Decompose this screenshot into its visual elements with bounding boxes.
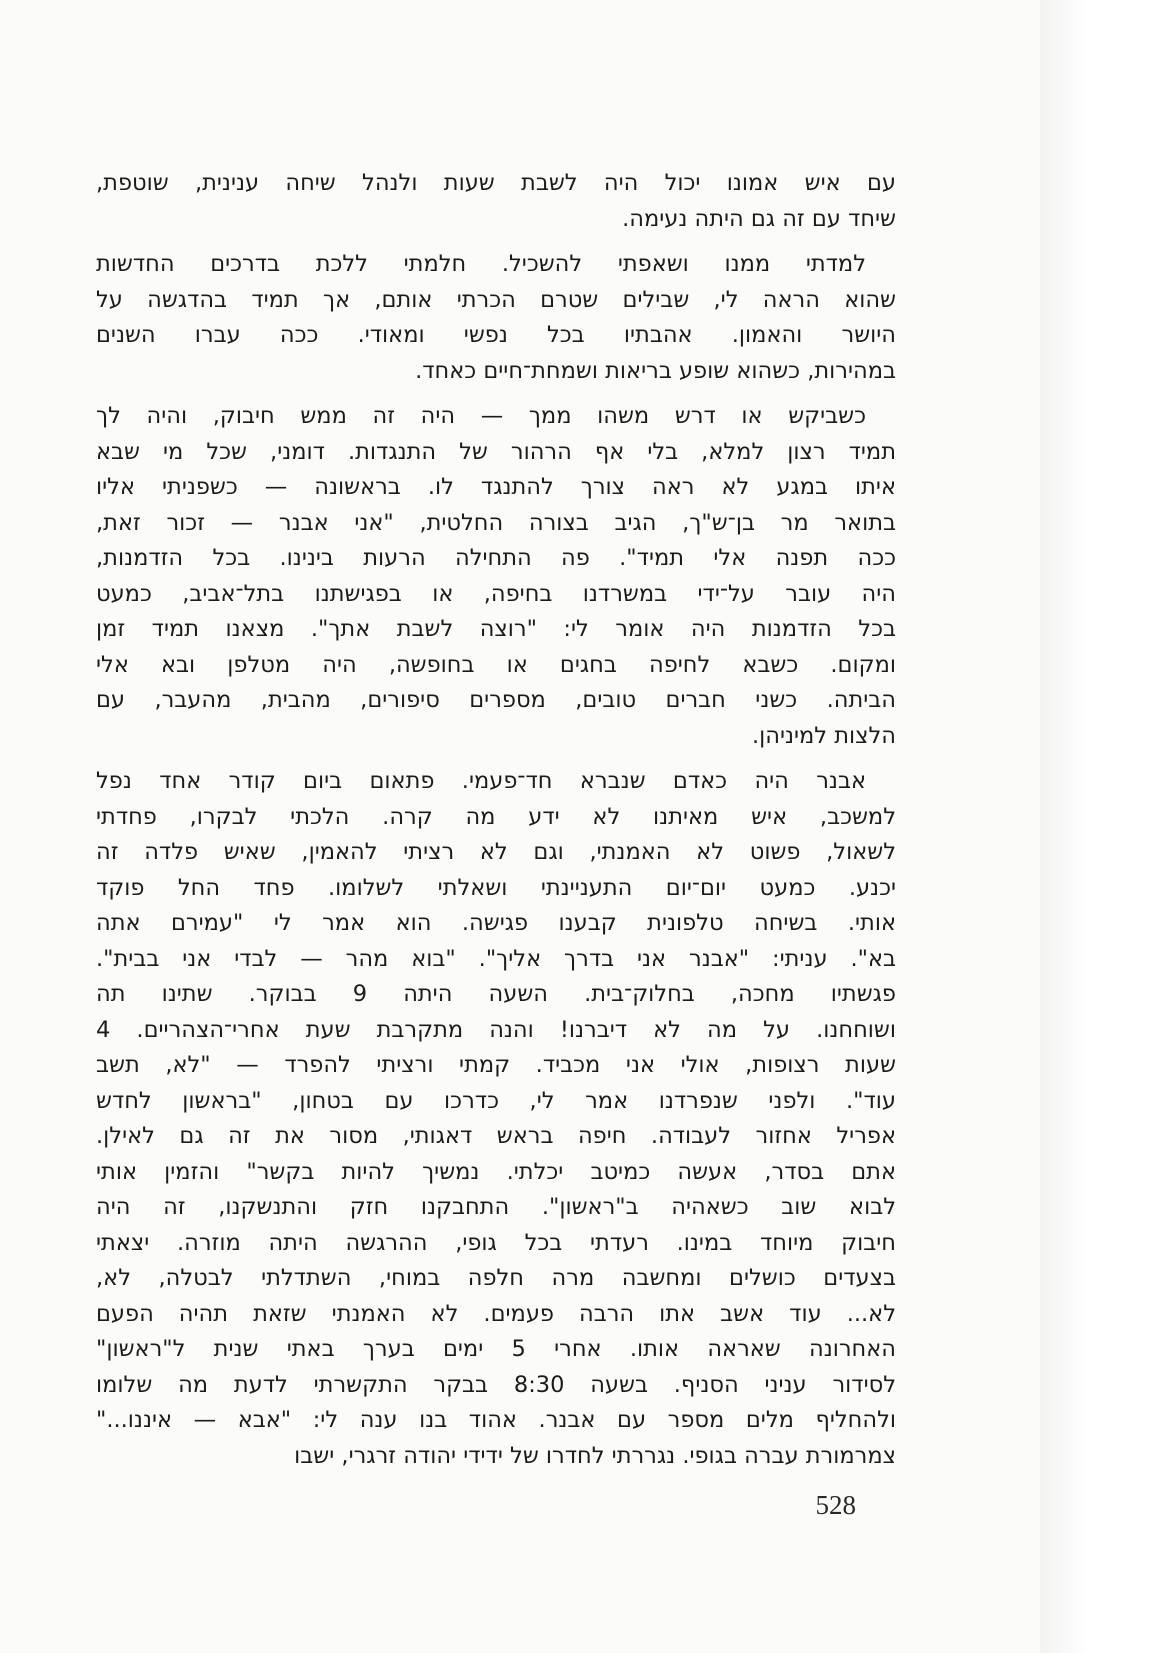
text-line: אתם בסדר, אעשה כמיטב יכלתי. נמשיך להיות בקשר" והזמין אותי [96,1158,896,1185]
text-line: במהירות, כשהוא שופע בריאות ושמחת־חיים כאחד. [415,357,896,384]
text-line: עוד". ולפני שנפרדנו אמר לי, כדרכו עם בטחון, "בראשון לחדש [96,1087,896,1114]
paragraph-gap [96,389,896,399]
text-line: ככה תפנה אלי תמיד". פה התחילה הרעות בינינו. בכל הזדמנות, [96,545,896,571]
paragraph [96,764,896,1474]
text-line: איתו במגע לא ראה צורך להתנגד לו. בראשונה — כשפניתי אליו [96,474,896,500]
body-text [96,166,896,1474]
text-line: אפריל אחזור לעבודה. חיפה בראש דאגותי, מסור את זה גם לאילן. [96,1123,896,1149]
text-line: לסידור עניני הסניף. בשעה 8:30 בבקר התקשרתי לדעת מה שלומו [96,1371,896,1398]
text-line: כשביקש או דרש משהו ממך — היה זה ממש חיבוק, והיה לך [96,403,866,429]
scan-margin [1040,0,1165,1653]
text-line: חיבוק מיוחד במינו. רעדתי בכל גופי, ההרגשה היתה מוזרה. יצאתי [96,1229,896,1256]
text-line: ולהחליף מלים מספר עם אבנר. אהוד בנו ענה לי: "אבא — איננו..." [96,1407,896,1433]
text-line: היה עובר על־ידי במשרדנו בחיפה, או בפגישתנו בתל־אביב, כמעט [96,580,896,607]
text-line: תמיד רצון למלא, בלי אף הרהור של התנגדות. דומני, שכל מי שבא [96,438,896,465]
text-line: עם איש אמונו יכול היה לשבת שעות ולנהל שיחה ענינית, שוטפת, [96,170,896,196]
text-line: האחרונה שאראה אותו. אחרי 5 ימים בערך באתי שנית ל"ראשון" [96,1336,896,1362]
text-line: אותי. בשיחה טלפונית קבענו פגישה. הוא אמר לי "עמירם אתה [96,910,896,936]
text-line: ושוחחנו. על מה לא דיברנו! והנה מתקרבת שעת אחרי־הצהריים. 4 [96,1016,896,1043]
text-line: היושר והאמון. אהבתיו בכל נפשי ומאודי. ככה עברו השנים [96,322,896,348]
text-line: ומקום. כשבא לחיפה בחגים או בחופשה, היה מטלפן ובא אלי [96,651,896,678]
paragraph-gap [96,754,896,764]
text-line: שעות רצופות, אולי אני מכביד. קמתי ורציתי להפרד — "לא, תשב [96,1052,896,1078]
text-line: למשכב, איש מאיתנו לא ידע מה קרה. הלכתי לבקרו, פחדתי [96,803,896,830]
text-line: יכנע. כמעט יום־יום התעניינתי ושאלתי לשלומו. פחד החל פוקד [96,874,896,901]
paragraph [96,247,896,389]
paragraph-gap [96,237,896,247]
text-line: לשאול, פשוט לא האמנתי, וגם לא רציתי להאמין, שאיש פלדה זה [96,839,896,865]
text-line: פגשתיו מחכה, בחלוק־בית. השעה היתה 9 בבוקר. שתינו תה [96,981,896,1007]
paragraph [96,399,896,754]
text-line: אבנר היה כאדם שנברא חד־פעמי. פתאום ביום קודר אחד נפל [96,768,866,794]
text-line: בכל הזדמנות היה אומר לי: "רוצה לשבת אתך". מצאנו תמיד זמן [96,616,896,642]
text-line: בצעדים כושלים ומחשבה מרה חלפה במוחי, השתדלתי לבטלה, לא, [96,1265,896,1291]
paragraph [96,166,896,237]
text-line: צמרמורת עברה בגופי. נגררתי לחדרו של ידידי יהודה זרגרי, ישבו [294,1442,896,1469]
text-line: בתואר מר בן־ש"ך, הגיב בצורה החלטית, "אני אבנר — זכור זאת, [96,509,896,536]
text-line: שהוא הראה לי, שבילים שטרם הכרתי אותם, אך תמיד בהדגשה על [96,286,896,313]
page-number: 528 [815,1490,856,1520]
text-line: הביתה. כשני חברים טובים, מספרים סיפורים, מהבית, מהעבר, עם [96,687,896,713]
text-line: שיחד עם זה גם היתה נעימה. [622,205,896,232]
text-line: לא... עוד אשב אתו הרבה פעמים. לא האמנתי שזאת תהיה הפעם [96,1300,896,1327]
text-line: בא". עניתי: "אבנר אני בדרך אליך". "בוא מהר — לבדי אני בבית". [96,945,896,972]
text-line: למדתי ממנו ושאפתי להשכיל. חלמתי ללכת בדרכים החדשות [96,251,866,277]
text-line: הלצות למיניהן. [751,722,896,749]
text-line: לבוא שוב כשאהיה ב"ראשון". התחבקנו חזק והתנשקנו, זה היה [96,1194,896,1220]
